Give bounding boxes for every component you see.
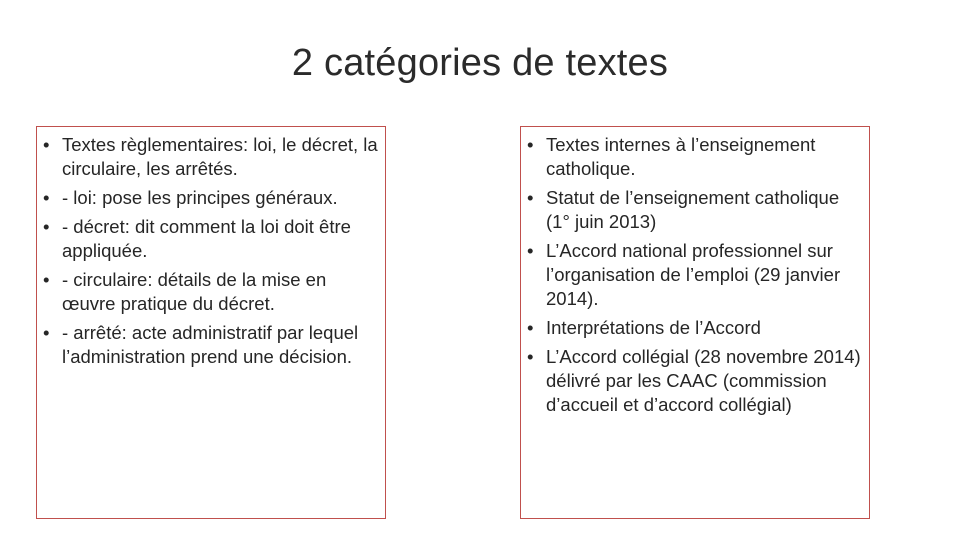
list-item	[527, 316, 865, 340]
list-item-text: - circulaire: détails de la mise en œuvre pratique du décret.	[62, 269, 327, 314]
list-item-text: L’Accord collégial (28 novembre 2014) délivré par les CAAC (commission d’accueil et d’accord collégial)	[546, 346, 861, 415]
right-text-box	[520, 126, 870, 519]
list-item-text: - arrêté: acte administratif par lequel l’administration prend une décision.	[62, 322, 359, 367]
list-item	[43, 186, 381, 210]
left-bullet-list	[43, 133, 381, 374]
bullet-icon: •	[43, 322, 50, 343]
bullet-icon: •	[527, 134, 534, 155]
list-item	[43, 133, 381, 181]
list-item-text: L’Accord national professionnel sur l’organisation de l’emploi (29 janvier 2014).	[546, 240, 841, 309]
bullet-icon: •	[43, 269, 50, 290]
list-item-text: Interprétations de l’Accord	[546, 317, 761, 338]
bullet-icon: •	[43, 134, 50, 155]
list-item-text: - loi: pose les principes généraux.	[62, 187, 338, 208]
list-item-text: Textes internes à l’enseignement catholique.	[546, 134, 816, 179]
list-item-text: - décret: dit comment la loi doit être appliquée.	[62, 216, 351, 261]
bullet-icon: •	[43, 216, 50, 237]
list-item	[43, 321, 381, 369]
slide-title: 2 catégories de textes	[291, 42, 669, 84]
list-item	[527, 239, 865, 311]
bullet-icon: •	[527, 240, 534, 261]
list-item-text: Statut de l’enseignement catholique (1° juin 2013)	[546, 187, 840, 232]
list-item-text: Textes règlementaires: loi, le décret, la circulaire, les arrêtés.	[62, 134, 378, 179]
list-item	[527, 133, 865, 181]
bullet-icon: •	[527, 187, 534, 208]
right-bullet-list	[527, 133, 865, 422]
bullet-icon: •	[43, 187, 50, 208]
list-item	[527, 345, 865, 417]
bullet-icon: •	[527, 317, 534, 338]
list-item	[43, 215, 381, 263]
list-item	[43, 268, 381, 316]
left-text-box	[36, 126, 386, 519]
bullet-icon: •	[527, 346, 534, 367]
list-item	[527, 186, 865, 234]
